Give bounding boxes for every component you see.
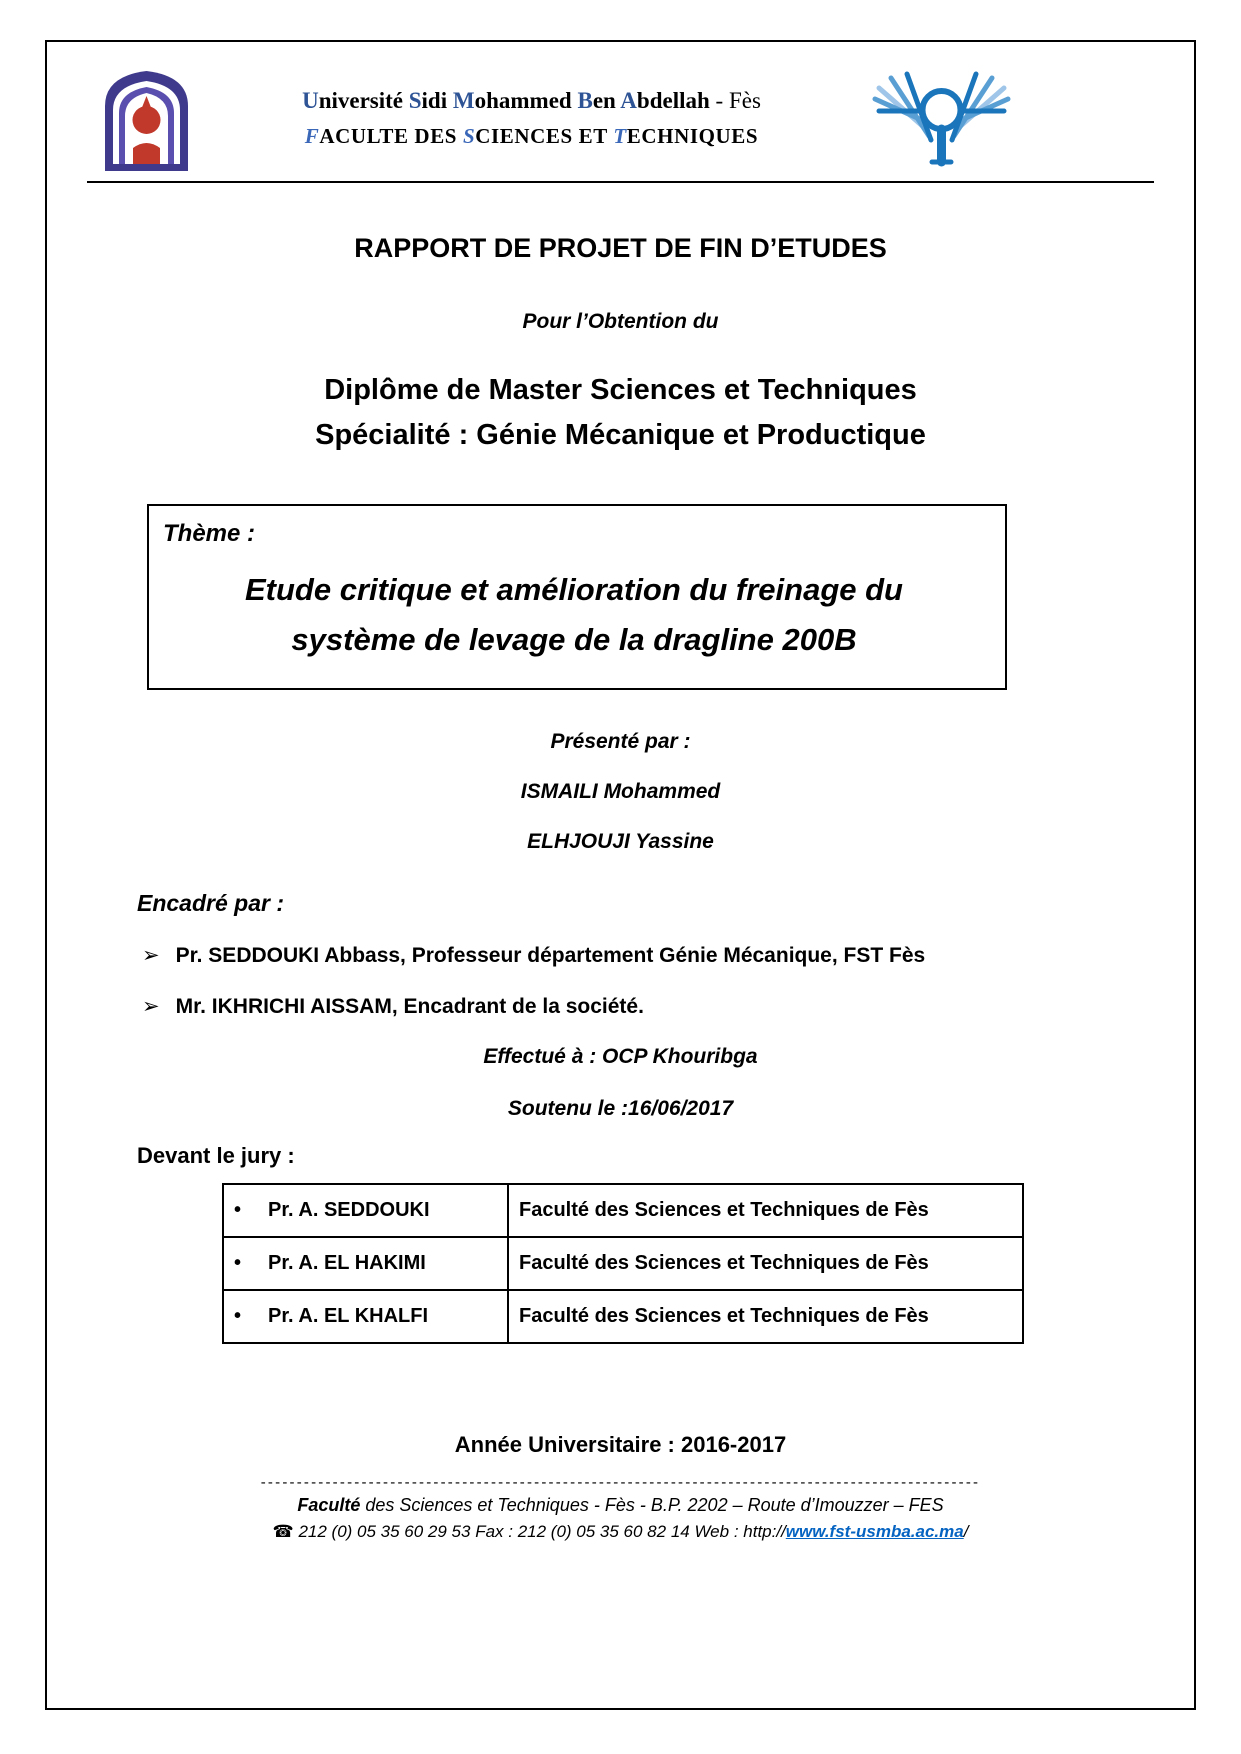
jury-table-row	[223, 1184, 1023, 1237]
jury-member-name: Pr. A. SEDDOUKI	[268, 1199, 430, 1221]
university-name-segment: en	[592, 88, 621, 113]
theme-box	[147, 504, 1007, 690]
jury-table-row	[223, 1290, 1023, 1343]
jury-member-name-cell	[223, 1237, 508, 1290]
academic-year: Année Universitaire : 2016-2017	[454, 1432, 787, 1457]
supervisor-item-2	[142, 994, 1154, 1019]
university-name-segment: bdellah	[636, 88, 710, 113]
faculty-name	[194, 124, 869, 149]
internship-place: Effectué à : OCP Khouribga	[483, 1045, 758, 1068]
supervisor-item-1	[142, 943, 1154, 968]
jury-table	[222, 1183, 1024, 1344]
university-name-segment: U	[302, 88, 319, 113]
footer-contact-line	[87, 1522, 1154, 1542]
footer-link-suffix: /	[963, 1522, 969, 1541]
university-name-segment: A	[620, 88, 637, 113]
university-city-suffix: - Fès	[709, 88, 761, 113]
faculty-name-segment: S	[462, 124, 476, 148]
diploma-title: Diplôme de Master Sciences et Techniques	[324, 374, 917, 406]
university-name-segment: idi	[421, 88, 453, 113]
jury-member-affiliation-cell: Faculté des Sciences et Techniques de Fès	[508, 1184, 1023, 1237]
faculty-name-segment: F	[304, 124, 320, 148]
university-name	[194, 88, 869, 114]
jury-member-name: Pr. A. EL KHALFI	[268, 1305, 429, 1327]
theme-title-line2: système de levage de la dragline 200B	[291, 622, 857, 657]
faculty-name-segment: T	[613, 124, 627, 148]
university-name-segment: M	[452, 88, 475, 113]
faculty-name-segment: ECHNIQUES	[626, 124, 759, 148]
student-name-2: ELHJOUJI Yassine	[527, 830, 714, 853]
bullet-icon: •	[234, 1252, 242, 1274]
jury-member-affiliation-cell: Faculté des Sciences et Techniques de Fès	[508, 1290, 1023, 1343]
website-link[interactable]: www.fst-usmba.ac.ma	[785, 1522, 964, 1541]
speciality-title: Spécialité : Génie Mécanique et Productique	[315, 419, 926, 451]
footer-address-rest: des Sciences et Techniques - Fès - B.P. 2202 – Route d’Imouzzer – FES	[360, 1495, 944, 1515]
dashed-divider: ----------------------------------------------------------------------------------------------------	[260, 1474, 981, 1491]
defense-date: Soutenu le :16/06/2017	[507, 1097, 734, 1120]
bullet-icon: •	[234, 1199, 242, 1221]
arrow-bullet-icon: ➢	[142, 995, 160, 1018]
university-name-segment: B	[577, 88, 593, 113]
faculty-name-segment: ACULTE DES	[319, 124, 463, 148]
institution-heading	[194, 88, 869, 149]
jury-member-name-cell	[223, 1290, 508, 1343]
jury-member-affiliation-cell: Faculté des Sciences et Techniques de Fès	[508, 1237, 1023, 1290]
fst-logo	[869, 66, 1014, 171]
report-title: RAPPORT DE PROJET DE FIN D’ETUDES	[354, 233, 887, 263]
university-name-segment: S	[408, 88, 422, 113]
theme-title-line1: Etude critique et amélioration du freinage du	[245, 572, 903, 607]
presented-by-label: Présenté par :	[550, 730, 691, 753]
jury-label: Devant le jury :	[137, 1143, 295, 1168]
bullet-icon: •	[234, 1305, 242, 1327]
student-name-1: ISMAILI Mohammed	[520, 780, 721, 803]
university-name-segment: ohammed	[474, 88, 578, 113]
usmba-emblem-logo	[99, 66, 194, 171]
header	[87, 66, 1154, 171]
jury-table-row	[223, 1237, 1023, 1290]
arrow-bullet-icon: ➢	[142, 944, 160, 967]
page-border-frame	[45, 40, 1196, 1710]
faculty-name-segment: CIENCES ET	[475, 124, 614, 148]
jury-member-name-cell	[223, 1184, 508, 1237]
footer-phone-fax-text: 212 (0) 05 35 60 29 53 Fax : 212 (0) 05 35 60 82 14 Web : http://	[293, 1522, 786, 1541]
university-name-segment: niversité	[318, 88, 409, 113]
footer-faculty-name: Faculté	[297, 1495, 361, 1515]
footer-address-line	[87, 1495, 1154, 1516]
supervised-by-label: Encadré par :	[137, 890, 284, 916]
header-divider-rule	[87, 181, 1154, 183]
jury-member-name: Pr. A. EL HAKIMI	[268, 1252, 426, 1274]
supervisor-name-2: Mr. IKHRICHI AISSAM, Encadrant de la société.	[175, 995, 644, 1018]
supervisor-name-1: Pr. SEDDOUKI Abbass, Professeur département Génie Mécanique, FST Fès	[175, 944, 926, 967]
phone-icon: ☎	[272, 1522, 294, 1541]
theme-label: Thème :	[163, 520, 256, 547]
obtention-subtitle: Pour l’Obtention du	[522, 310, 719, 333]
